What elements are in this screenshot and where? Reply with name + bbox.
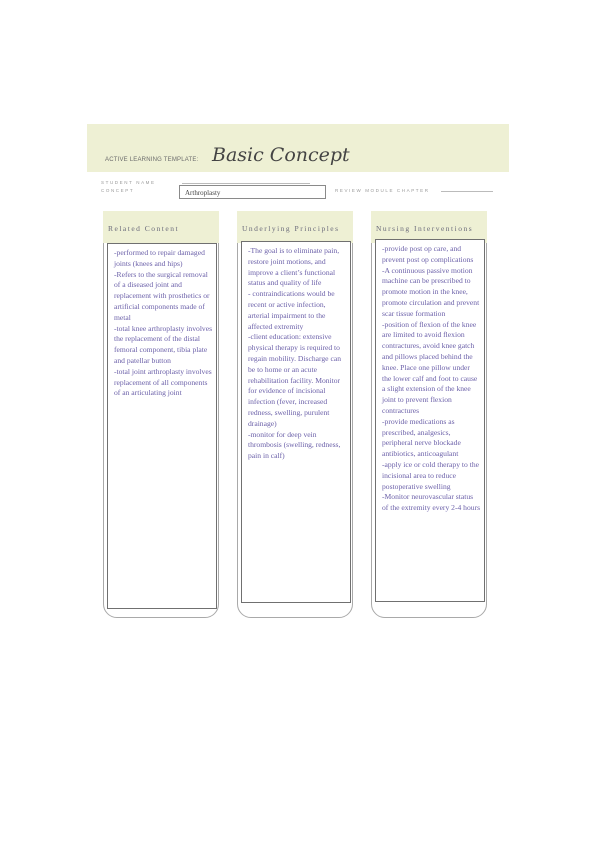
- underlying-principles-text: -The goal is to eliminate pain, restore joint motions, and improve a client’s functional status and quality of life - contraindications would be recent or active infection, arterial impairment to the affected extremity -client education: extensive physical therapy is required to regain mobility. Discharge can be to home or an acute rehabilitation facility. Monitor for evidence of incisional infection (fever, increased redness, swelling, purulent drainage) -monitor for deep vein thrombosis (swelling, redness, pain in calf): [248, 246, 341, 461]
- student-name-label: STUDENT NAME: [101, 180, 156, 185]
- related-content-textbox[interactable]: [107, 243, 217, 609]
- column-heading: Underlying Principles: [242, 224, 340, 233]
- underlying-principles-textbox[interactable]: [241, 241, 351, 603]
- column-heading: Nursing Interventions: [376, 224, 474, 233]
- related-content-column: [103, 212, 219, 618]
- header-band: [87, 124, 509, 172]
- template-sheet: [87, 124, 509, 628]
- nursing-interventions-textbox[interactable]: [375, 239, 485, 602]
- template-label: ACTIVE LEARNING TEMPLATE:: [105, 157, 199, 163]
- column-header: [237, 211, 353, 243]
- page-title: Basic Concept: [212, 144, 350, 166]
- column-header: [103, 211, 219, 243]
- student-name-line[interactable]: [182, 183, 310, 184]
- review-module-label: REVIEW MODULE CHAPTER: [335, 188, 430, 193]
- review-module-line[interactable]: [441, 191, 493, 192]
- nursing-interventions-text: -provide post op care, and prevent post op complications -A continuous passive motion machine can be prescribed to promote motion in the knee, promote circulation and prevent scar tissue formation -position of flexion of the knee are limited to avoid flexion contractures, avoid knee gatch and pillows placed behind the knee. Place one pillow under the lower calf and foot to cause a slight extension of the knee joint to prevent flexion contractures -provide medications as prescribed, analgesics, peripheral nerve blockade antibiotics, anticoagulant -apply ice or cold therapy to the incisional area to reduce postoperative swelling -Monitor neurovascular status of the extremity every 2-4 hours: [382, 244, 481, 513]
- underlying-principles-column: [237, 212, 353, 618]
- concept-field[interactable]: Arthroplasty: [179, 185, 326, 199]
- concept-label: CONCEPT: [101, 188, 135, 193]
- column-heading: Related Content: [108, 224, 180, 233]
- nursing-interventions-column: [371, 212, 487, 618]
- related-content-text: -performed to repair damaged joints (knees and hips) -Refers to the surgical removal of a diseased joint and replacement with prosthetics or artificial components made of metal -total knee arthroplasty involves the replacement of the distal femoral component, tibia plate and patellar button -total joint arthroplasty involves replacement of all components of an articulating joint: [114, 248, 213, 398]
